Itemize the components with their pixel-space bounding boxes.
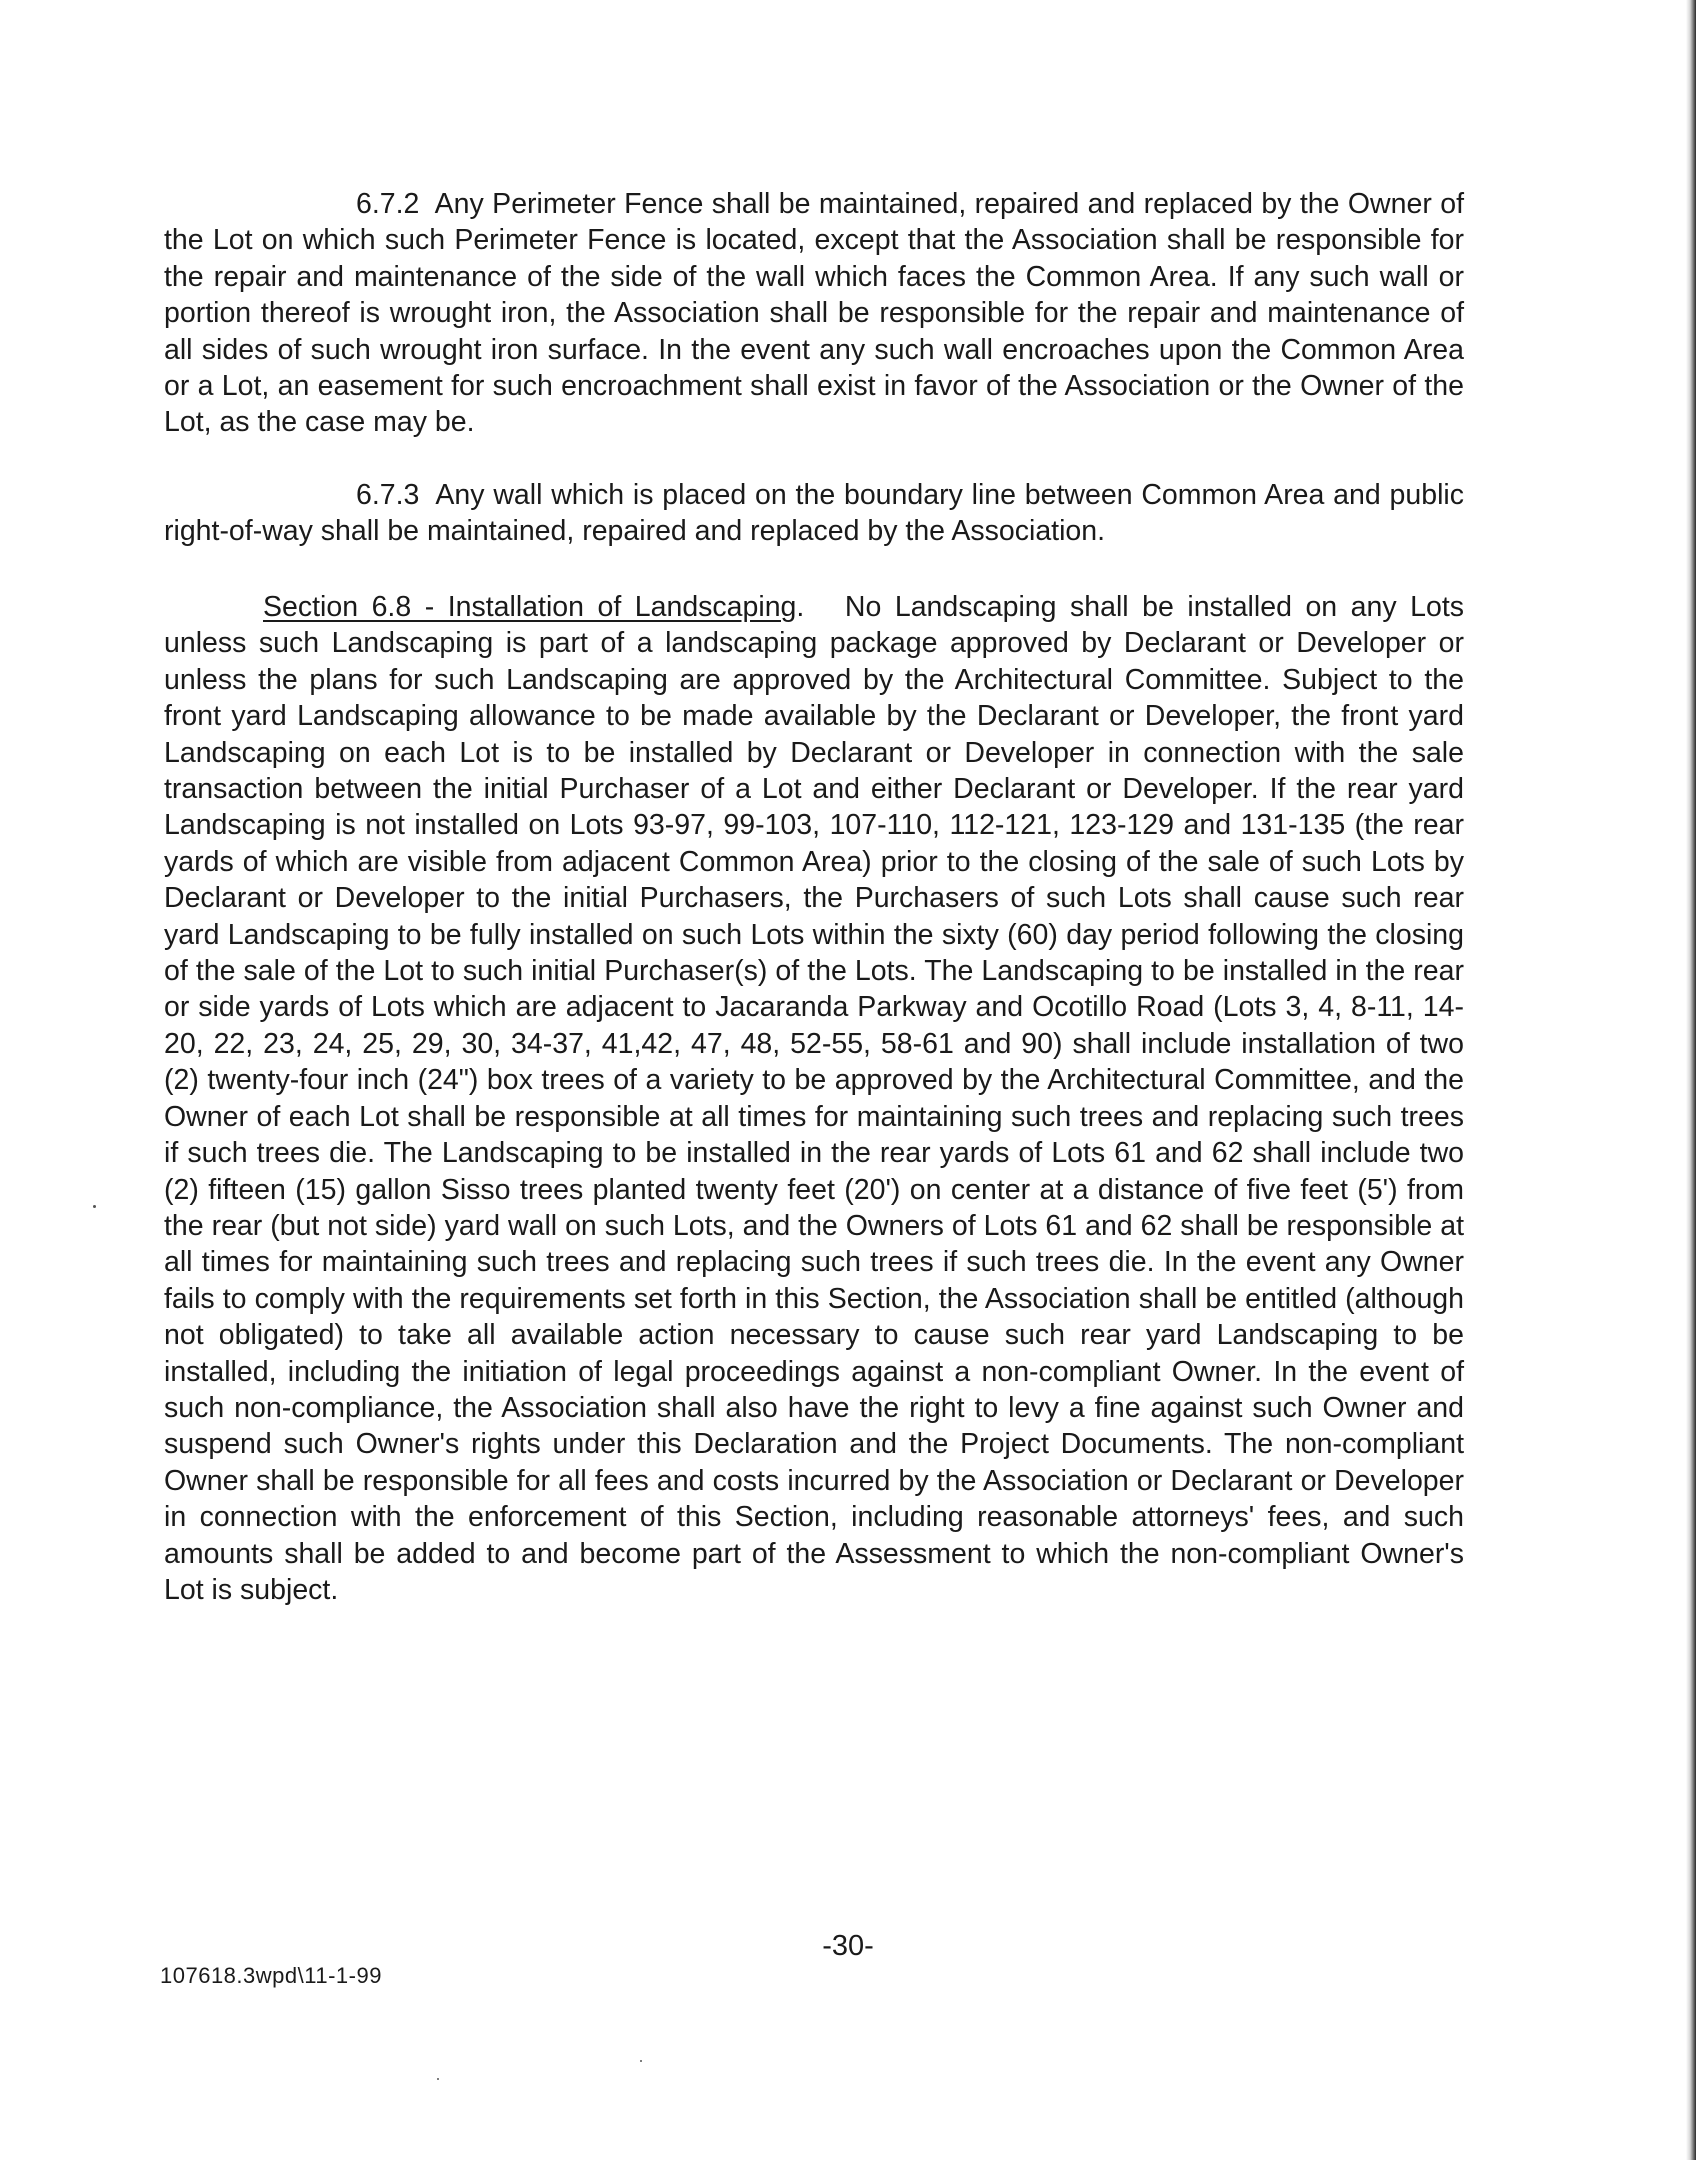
scan-speck [93,1205,96,1208]
section-heading: Section 6.8 - Installation of Landscaping [263,591,797,623]
paragraph-text: Any Perimeter Fence shall be maintained, repaired and replaced by the Owner of the Lot on which such Perimeter Fence is located, except that the Association shall be responsible for the repair and maintenance of the side of the wall which faces the Common Area. If any such wall or portion thereof is wrought iron, the Association shall be responsible for the repair and maintenance of all sides of such wrought iron surface. In the event any such wall encroaches upon the Common Area or a Lot, an easement for such encroachment shall exist in favor of the Association or the Owner of the Lot, as the case may be. [164,188,1465,439]
file-reference: 107618.3wpd\11-1-99 [160,1963,382,1988]
paragraph-text: Any wall which is placed on the boundary line between Common Area and public right-of-way shall be maintained, repaired and replaced by the Association. [164,479,1464,548]
scan-edge-shadow [1686,0,1696,2160]
scan-speck [437,2078,439,2080]
paragraph-6-7-2 [164,186,1464,441]
section-6-8-paragraph [164,589,1464,1608]
scan-speck [640,2060,642,2062]
paragraph-number: 6.7.2 [356,188,420,220]
page-number: -30- [822,1930,874,1962]
paragraph-text: No Landscaping shall be installed on any Lots unless such Landscaping is part of a landscaping package approved by Declarant or Developer or unless the plans for such Landscaping are approved by the Architectural Committee. Subject to the front yard Landscaping allowance to be made available by the Declarant or Developer, the front yard Landscaping on each Lot is to be installed by Declarant or Developer in connection with the sale transaction between the initial Purchaser of a Lot and either Declarant or Developer. If the rear yard Landscaping is not installed on Lots 93-97, 99-103, 107-110, 112-121, 123-129 and 131-135 (the rear yards of which are visible from adjacent Common Area) prior to the closing of the sale of such Lots by Declarant or Developer to the initial Purchasers, the Purchasers of such Lots shall cause such rear yard Landscaping to be fully installed on such Lots within the sixty (60) day period following the closing of the sale of the Lot to such initial Purchaser(s) of the Lots. The Landscaping to be installed in the rear or side yards of Lots which are adjacent to Jacaranda Parkway and Ocotillo Road (Lots 3, 4, 8-11, 14- 20, 22, 23, 24, 25, 29, 30, 34-37, 41,42, 47, 48, 52-55, 58-61 and 90) shall include installation of two (2) twenty-four inch (24") box trees of a variety to be approved by the Architectural Committee, and the Owner of each Lot shall be responsible at all times for maintaining such trees and replacing such trees if such trees die. The Landscaping to be installed in the rear yards of Lots 61 and 62 shall include two (2) fifteen (15) gallon Sisso trees planted twenty feet (20') on center at a distance of five feet (5') from the rear (but not side) yard wall on such Lots, and the Owners of Lots 61 and 62 shall be responsible at all times for maintaining such trees and replacing such trees if such trees die. In the event any Owner fails to comply with the requirements set forth in this Section, the Association shall be entitled (although not obligated) to take all available action necessary to cause such rear yard Landscaping to be installed, including the initiation of legal proceedings against a non-compliant Owner. In the event of such non-compliance, the Association shall also have the right to levy a fine against such Owner and suspend such Owner's rights under this Declaration and the Project Documents. The non-compliant Owner shall be responsible for all fees and costs incurred by the Association or Declarant or Developer in connection with the enforcement of this Section, including reasonable attorneys' fees, and such amounts shall be added to and become part of the Assessment to which the non-compliant Owner's Lot is subject. [164,591,1464,1606]
paragraph-number: 6.7.3 [356,479,420,511]
heading-punctuation: . [796,591,805,623]
paragraph-6-7-3 [164,477,1464,550]
